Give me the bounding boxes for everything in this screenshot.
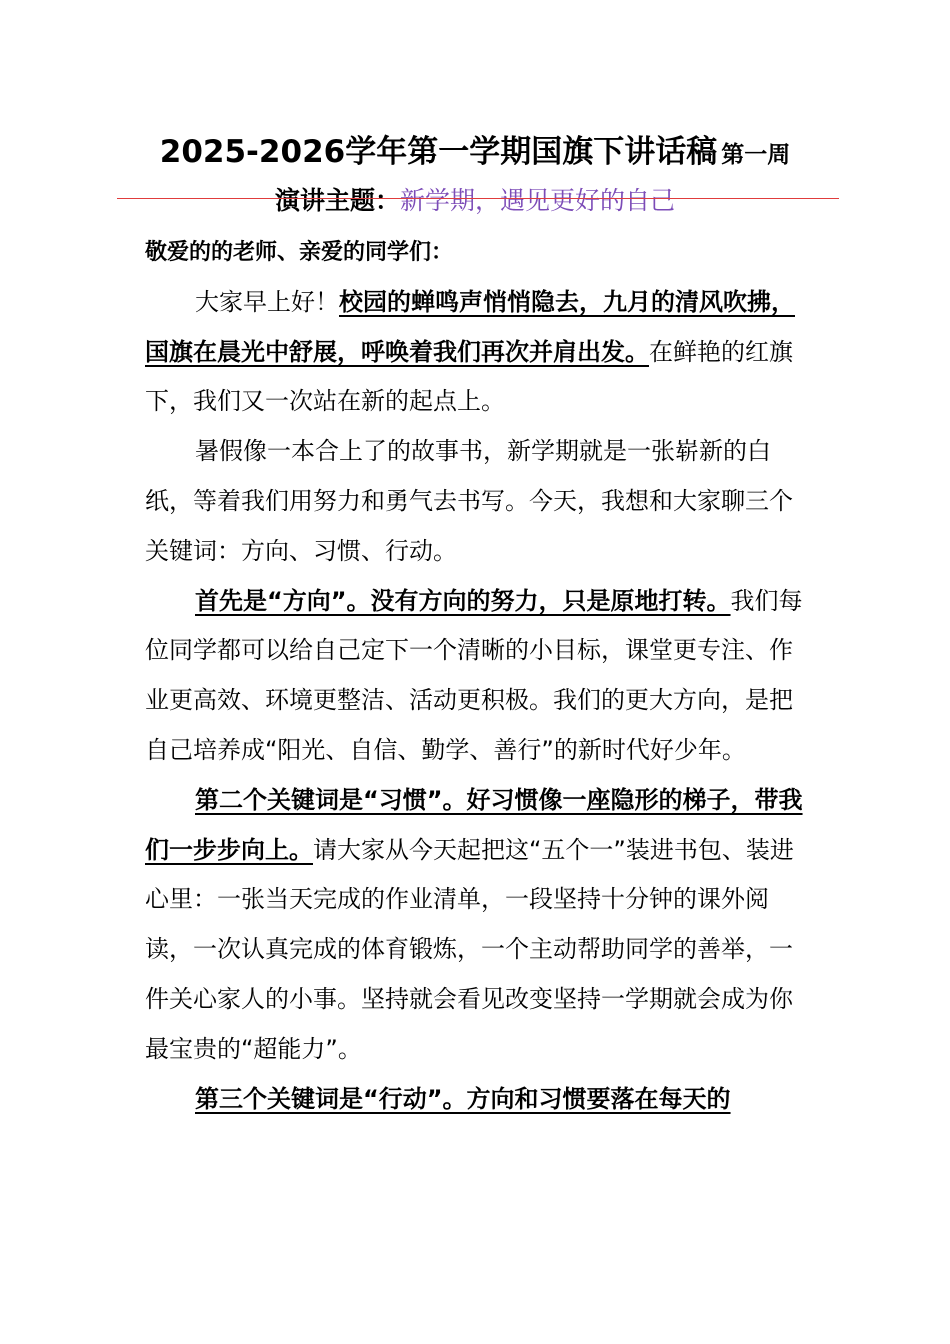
document-title <box>0 132 950 177</box>
paragraph-4-rest: 请大家从今天起把这“五个一”装进书包、装进心里：一张当天完成的作业清单，一段坚持十分钟的课外阅读，一次认真完成的体育锻炼，一个主动帮助同学的善举，一件关心家人的小事。坚持就会看见改变坚持一学期就会成为你最宝贵的“超能力”。 <box>145 835 794 1063</box>
paragraph-3-rest: 我们每位同学都可以给自己定下一个清晰的小目标，课堂更专注、作业更高效、环境更整洁、活动更积极。我们的更大方向，是把自己培养成“阳光、自信、勤学、善行”的新时代好少年。 <box>145 586 803 764</box>
paragraph-5 <box>145 1075 810 1125</box>
topic-text: 新学期，遇见更好的自己 <box>400 186 676 215</box>
greeting: 大家早上好！ <box>195 287 339 316</box>
red-rule-line <box>117 198 839 199</box>
paragraph-1-rest: 在鲜艳的红旗下，我们又一次站在新的起点上。 <box>145 337 793 416</box>
paragraph-5-emphasis: 第三个关键词是“行动”。方向和习惯要落在每天的 <box>195 1084 731 1113</box>
paragraph-1 <box>145 278 810 427</box>
salutation: 敬爱的的老师、亲爱的同学们： <box>145 240 454 265</box>
paragraph-4-emphasis: 第二个关键词是“习惯”。好习惯像一座隐形的梯子，带我们一步步向上。 <box>145 785 803 864</box>
paragraph-1-emphasis: 校园的蝉鸣声悄悄隐去，九月的清风吹拂，国旗在晨光中舒展，呼唤着我们再次并肩出发。 <box>145 287 795 366</box>
title-week: 第一周 <box>721 142 791 168</box>
speech-body <box>145 228 810 1124</box>
paragraph-2: 暑假像一本合上了的故事书，新学期就是一张崭新的白纸，等着我们用努力和勇气去书写。今天，我想和大家聊三个关键词：方向、习惯、行动。 <box>145 437 793 565</box>
topic-label: 演讲主题： <box>274 186 400 215</box>
title-main: 2025-2026学年第一学期国旗下讲话稿 <box>159 134 718 170</box>
speech-topic-line <box>0 181 950 221</box>
paragraph-4 <box>145 776 810 1075</box>
paragraph-3 <box>145 577 810 776</box>
paragraph-3-emphasis: 首先是“方向”。没有方向的努力，只是原地打转。 <box>195 586 731 615</box>
